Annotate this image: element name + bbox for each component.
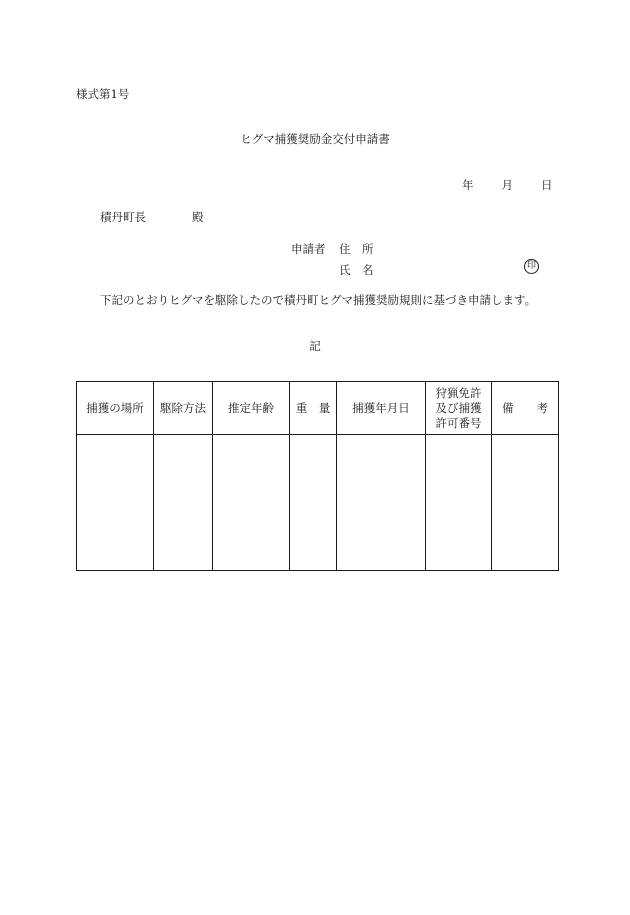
addressee-name: 積丹町長: [100, 210, 146, 224]
header-estimated-age: 推定年齢: [213, 382, 290, 435]
seal-mark: 印: [524, 259, 539, 274]
cell-remarks[interactable]: [492, 435, 559, 571]
body-text: 下記のとおりヒグマを駆除したので積丹町ヒグマ捕獲奨励規則に基づき申請します。: [100, 293, 537, 307]
cell-estimated-age[interactable]: [213, 435, 290, 571]
table-header-row: [77, 382, 559, 435]
form-number: 様式第1号: [76, 87, 130, 101]
date-month-label: 月: [501, 178, 513, 192]
header-capture-place: 捕獲の場所: [77, 382, 154, 435]
header-license-number: 狩猟免許 及び捕獲 許可番号: [426, 382, 492, 435]
date-year-label: 年: [462, 178, 474, 192]
cell-weight[interactable]: [290, 435, 337, 571]
cell-capture-date[interactable]: [337, 435, 426, 571]
table-row: [77, 435, 559, 571]
header-capture-date: 捕獲年月日: [337, 382, 426, 435]
header-remarks: 備 考: [492, 382, 559, 435]
applicant-address-label: 住 所: [339, 242, 374, 256]
header-removal-method: 駆除方法: [154, 382, 213, 435]
addressee: [100, 209, 204, 225]
cell-capture-place[interactable]: [77, 435, 154, 571]
date-day-label: 日: [541, 178, 553, 192]
applicant-name-label: 氏 名: [339, 263, 374, 277]
header-weight: 重 量: [290, 382, 337, 435]
cell-removal-method[interactable]: [154, 435, 213, 571]
addressee-honorific: 殿: [192, 210, 204, 224]
record-table: [76, 381, 559, 571]
applicant-label: 申請者: [291, 242, 326, 256]
document-title: ヒグマ捕獲奨励金交付申請書: [240, 132, 390, 146]
date-line: [462, 177, 553, 193]
cell-license-number[interactable]: [426, 435, 492, 571]
ki-heading: 記: [309, 339, 321, 353]
